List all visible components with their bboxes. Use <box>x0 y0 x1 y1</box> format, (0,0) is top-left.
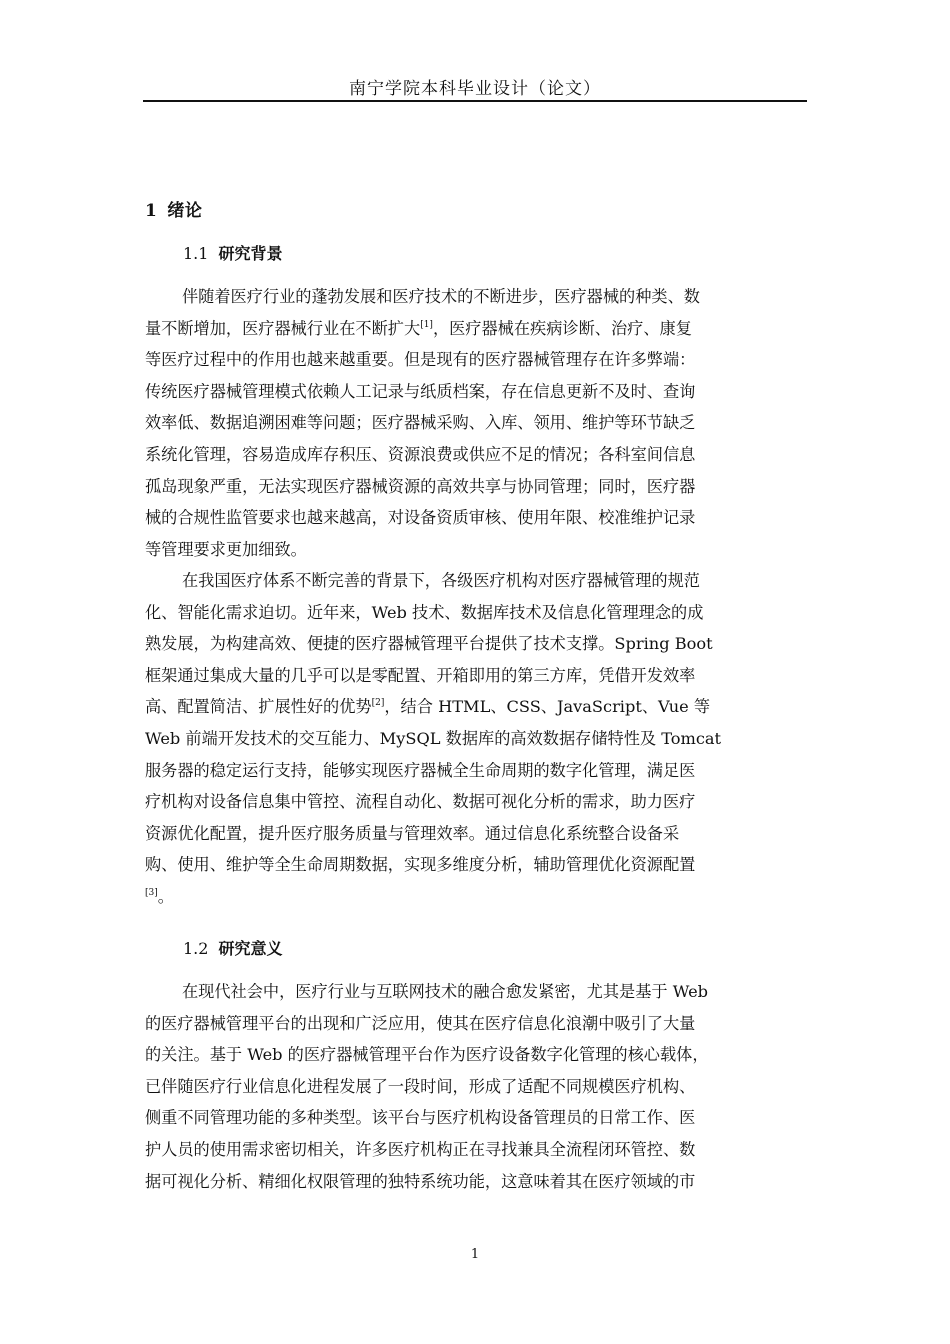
text-run: ，医疗器械在疾病诊断、治疗、康复 <box>432 318 692 338</box>
text-line: 系统化管理，容易造成库存积压、资源浪费或供应不足的情况；各科室间信息 <box>145 444 696 464</box>
text-run: ，结合 HTML、CSS、JavaScript、Vue 等 <box>384 697 711 717</box>
text-line: 熟发展，为构建高效、便捷的医疗器械管理平台提供了技术支撑。Spring Boot <box>145 634 713 654</box>
text-line <box>145 881 810 913</box>
text-line: 的医疗器械管理平台的出现和广泛应用，使其在医疗信息化浪潮中吸引了大量 <box>145 1013 696 1033</box>
section-heading-1-1 <box>183 241 282 264</box>
chapter-heading <box>145 196 202 221</box>
text-line <box>145 313 810 345</box>
text-line: 护人员的使用需求密切相关，许多医疗机构正在寻找兼具全流程闭环管控、数 <box>145 1139 696 1159</box>
text-line: 据可视化分析、精细化权限管理的独特系统功能，这意味着其在医疗领域的市 <box>145 1171 696 1191</box>
text-line: 等医疗过程中的作用也越来越重要。但是现有的医疗器械管理存在许多弊端： <box>145 350 696 370</box>
text-line: 孤岛现象严重，无法实现医疗器械资源的高效共享与协同管理；同时，医疗器 <box>145 476 696 496</box>
text-line: 疗机构对设备信息集中管控、流程自动化、数据可视化分析的需求，助力医疗 <box>145 792 696 812</box>
text-line: 资源优化配置，提升医疗服务质量与管理效率。通过信息化系统整合设备采 <box>145 823 680 843</box>
section-title: 研究意义 <box>218 939 283 958</box>
citation-marker: [3] <box>145 887 158 898</box>
text-line: Web 前端开发技术的交互能力、MySQL 数据库的高效数据存储特性及 Tomcat <box>145 728 722 748</box>
text-line: 伴随着医疗行业的蓬勃发展和医疗技术的不断进步，医疗器械的种类、数 <box>182 287 700 306</box>
text-line: 框架通过集成大量的几乎可以是零配置、开箱即用的第三方库，凭借开发效率 <box>145 665 696 685</box>
text-run: 高、配置简洁、扩展性好的优势 <box>145 697 372 717</box>
text-line: 已伴随医疗行业信息化进程发展了一段时间，形成了适配不同规模医疗机构、 <box>145 1076 696 1096</box>
text-line: 在现代社会中，医疗行业与互联网技术的融合愈发紧密，尤其是基于 Web <box>182 982 709 1001</box>
citation-marker: [1] <box>420 319 433 330</box>
citation-marker: [2] <box>371 698 385 709</box>
text-line: 购、使用、维护等全生命周期数据，实现多维度分析，辅助管理优化资源配置 <box>145 855 696 875</box>
running-header: 南宁学院本科毕业设计（论文） <box>349 79 601 99</box>
text-line <box>145 691 810 723</box>
text-line: 服务器的稳定运行支持，能够实现医疗器械全生命周期的数字化管理，满足医 <box>145 760 696 780</box>
text-line: 在我国医疗体系不断完善的背景下，各级医疗机构对医疗器械管理的规范 <box>182 571 700 590</box>
paragraph-significance <box>145 976 810 1197</box>
section-title: 研究背景 <box>218 244 283 263</box>
text-line: 效率低、数据追溯困难等问题；医疗器械采购、入库、领用、维护等环节缺乏 <box>145 413 696 433</box>
chapter-number: 1 <box>145 201 158 221</box>
header-rule <box>143 100 807 102</box>
section-number: 1.1 <box>183 244 209 263</box>
text-line: 化、智能化需求迫切。近年来，Web 技术、数据库技术及信息化管理理念的成 <box>145 602 704 622</box>
text-run: 。 <box>157 886 174 906</box>
text-line: 传统医疗器械管理模式依赖人工记录与纸质档案，存在信息更新不及时、查询 <box>145 381 696 401</box>
chapter-title: 绪论 <box>167 201 203 221</box>
paragraph-background-1 <box>145 281 810 565</box>
page-number: 1 <box>470 1247 480 1262</box>
text-line: 的关注。基于 Web 的医疗器械管理平台作为医疗设备数字化管理的核心载体， <box>145 1045 709 1065</box>
text-line: 械的合规性监管要求也越来越高，对设备资质审核、使用年限、校准维护记录 <box>145 508 696 528</box>
section-heading-1-2 <box>183 936 282 959</box>
text-run: 量不断增加，医疗器械行业在不断扩大 <box>145 318 421 338</box>
paragraph-background-2 <box>145 565 810 913</box>
text-line: 等管理要求更加细致。 <box>145 539 307 559</box>
text-line: 侧重不同管理功能的多种类型。该平台与医疗机构设备管理员的日常工作、医 <box>145 1108 696 1128</box>
section-number: 1.2 <box>183 939 209 958</box>
